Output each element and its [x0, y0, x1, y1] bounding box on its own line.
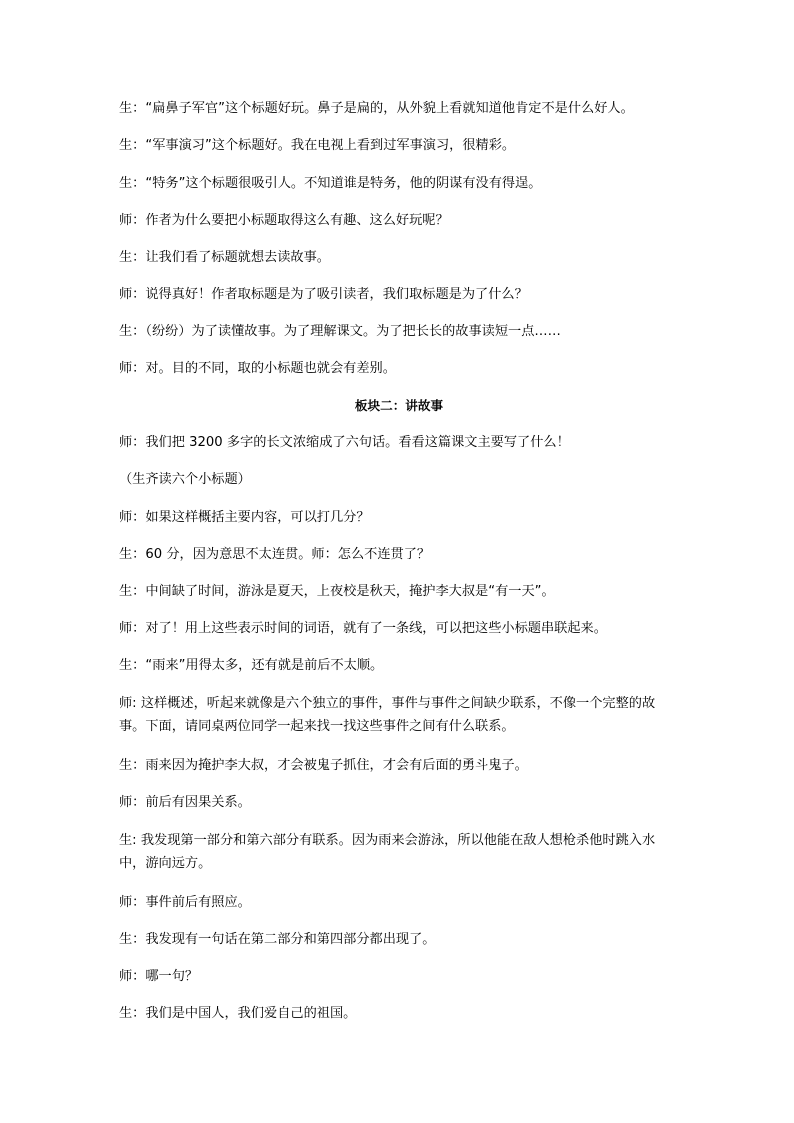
dialogue-line: 生：“扁鼻子军官”这个标题好玩。鼻子是扁的，从外貌上看就知道他肯定不是什么好人。	[119, 101, 634, 116]
dialogue-line: 生：（纷纷）为了读懂故事。为了理解课文。为了把长长的故事读短一点……	[119, 324, 561, 339]
dialogue-line: 师：对了！用上这些表示时间的词语，就有了一条线，可以把这些小标题串联起来。	[119, 621, 607, 636]
section-heading: 板块二：讲故事	[354, 398, 444, 413]
dialogue-line: 生：60 分，因为意思不太连贯。师：怎么不连贯了？	[119, 547, 431, 562]
dialogue-line: 师：前后有因果关系。	[119, 795, 251, 810]
dialogue-line: 生：雨来因为掩护李大叔，才会被鬼子抓住，才会有后面的勇斗鬼子。	[119, 758, 528, 773]
dialogue-line: 师：作者为什么要把小标题取得这么有趣、这么好玩呢？	[119, 213, 449, 228]
dialogue-line: 生：“特务”这个标题很吸引人。不知道谁是特务，他的阴谋有没有得逞。	[119, 176, 542, 191]
dialogue-line: 师：说得真好！作者取标题是为了吸引读者，我们取标题是为了什么？	[119, 287, 528, 302]
dialogue-line: 生：让我们看了标题就想去读故事。	[119, 250, 330, 265]
dialogue-line: 生：中间缺了时间，游泳是夏天，上夜校是秋天，掩护李大叔是“有一天”。	[119, 584, 555, 599]
dialogue-line: 生：我发现有一句话在第二部分和第四部分都出现了。	[119, 932, 436, 947]
dialogue-line: 生：“军事演习”这个标题好。我在电视上看到过军事演习，很精彩。	[119, 138, 516, 153]
dialogue-line: 师：事件前后有照应。	[119, 895, 251, 910]
dialogue-line: 师：如果这样概括主要内容，可以打几分？	[119, 510, 370, 525]
dialogue-line: 生：“雨来”用得太多，还有就是前后不太顺。	[119, 658, 384, 673]
dialogue-line: 师：对。目的不同，取的小标题也就会有差别。	[119, 361, 396, 376]
dialogue-line: （生齐读六个小标题）	[119, 472, 251, 487]
dialogue-line: 师：我们把 3200 多字的长文浓缩成了六句话。看看这篇课文主要写了什么！	[119, 435, 570, 450]
dialogue-line: 师：哪一句？	[119, 969, 199, 984]
dialogue-paragraph: 生: 我发现第一部分和第六部分有联系。因为雨来会游泳，所以他能在敌人想枪杀他时跳入水中，游向远方。	[119, 833, 656, 871]
dialogue-paragraph: 师: 这样概述，听起来就像是六个独立的事件，事件与事件之间缺少联系，不像一个完整的故事。下面，请同桌两位同学一起来找一找这些事件之间有什么联系。	[119, 696, 656, 734]
dialogue-line: 生：我们是中国人，我们爱自己的祖国。	[119, 1006, 357, 1021]
